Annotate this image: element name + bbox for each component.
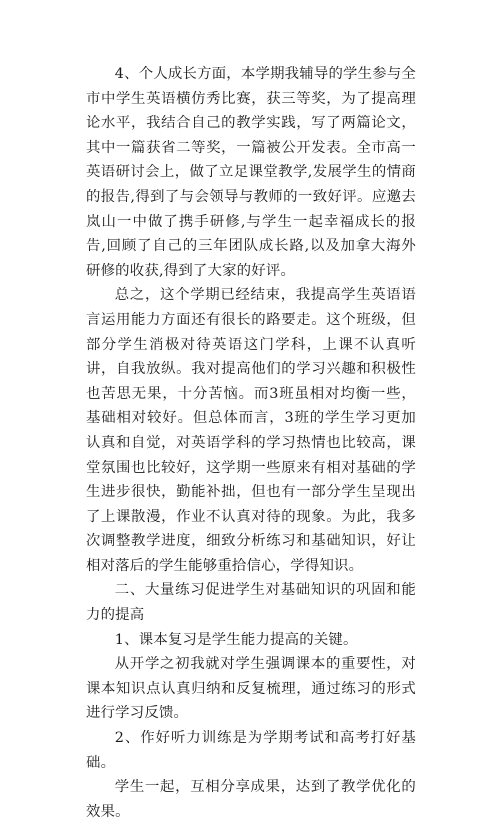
item-listening-training: 2、作好听力训练是为学期考试和高考打好基础。: [86, 730, 416, 771]
document-body: [86, 62, 416, 824]
paragraph-textbook-importance: 从开学之初我就对学生强调课本的重要性，对课本知识点认真归纳和反复梳理，通过练习的形式进行学习反馈。: [86, 656, 416, 722]
paragraph-personal-growth: 4、个人成长方面，本学期我辅导的学生参与全市中学生英语横仿秀比赛，获三等奖，为了提高理论水平，我结合自己的教学实践，写了两篇论文，其中一篇获省二等奖，一篇被公开发表。全市高一英语研讨会上，做了立足课堂教学,发展学生的情商的报告,得到了与会领导与教师的一致好评。应邀去岚山一中做了携手研修,与学生一起幸福成长的报告,回顾了自己的三年团队成长路,以及加拿大海外研修的收获,得到了大家的好评。: [86, 66, 416, 279]
paragraph-sharing-results: 学生一起，互相分享成果，达到了教学优化的效果。: [86, 779, 416, 820]
paragraph-summary: 总之，这个学期已经结束，我提高学生英语语言运用能力方面还有很长的路要走。这个班级，但部分学生消极对待英语这门学科，上课不认真听讲，自我放纵。我对提高他们的学习兴趣和积极性也苦思无果，十分苦恼。而3班虽相对均衡一些，基础相对较好。但总体而言，3班的学生学习更加认真和自觉，对英语学科的学习热情也比较高，课堂氛围也比较好，这学期一些原来有相对基础的学生进步很快，勤能补拙，但也有一部分学生呈现出了上课散漫，作业不认真对待的现象。为此，我多次调整教学进度，细致分析练习和基础知识，好让相对落后的学生能够重拾信心，学得知识。: [86, 287, 416, 574]
section-heading-practice: 二、大量练习促进学生对基础知识的巩固和能力的提高: [86, 582, 416, 624]
item-textbook-review: 1、课本复习是学生能力提高的关键。: [114, 631, 358, 648]
